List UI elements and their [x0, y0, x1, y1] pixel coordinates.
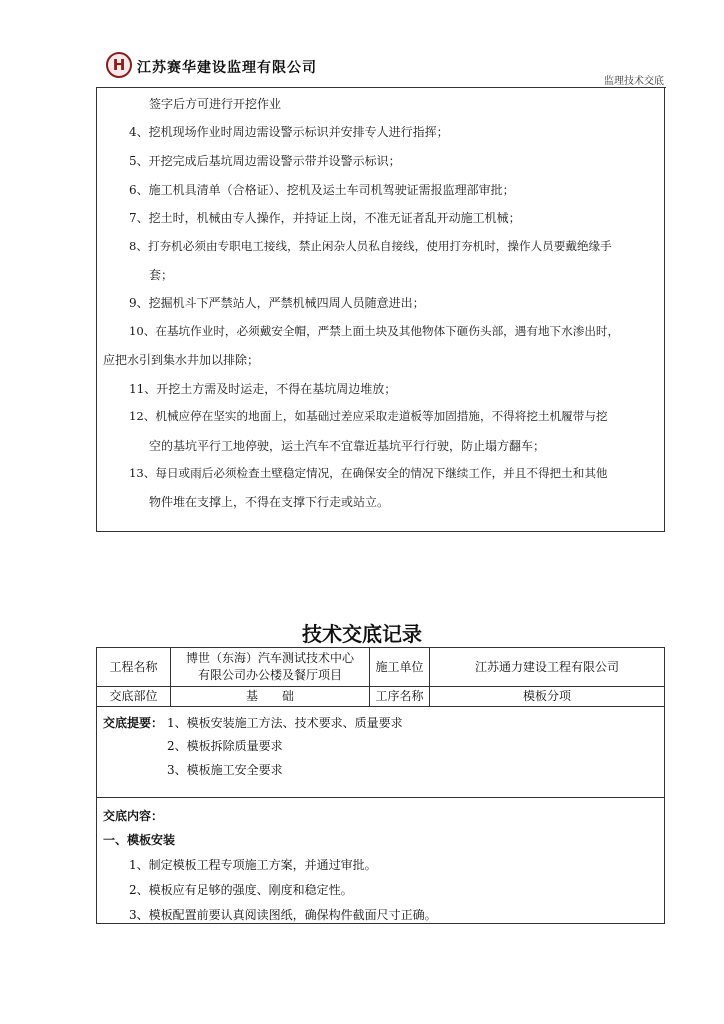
summary-item: 3、模板施工安全要求 — [167, 763, 283, 777]
page-title: 技术交底记录 — [302, 622, 422, 646]
content-item: 1、制定模板工程专项施工方案，并通过审批。 — [129, 858, 377, 872]
list-item: 签字后方可进行开挖作业 — [149, 97, 282, 111]
list-item: 9、挖掘机斗下严禁站人，严禁机械四周人员随意进出； — [129, 296, 425, 310]
list-item: 13、每日或雨后必须检查土壁稳定情况，在确保安全的情况下继续工作，并且不得把土和其他 — [129, 466, 608, 480]
summary-item: 2、模板拆除质量要求 — [167, 739, 283, 753]
list-item: 7、挖土时，机械由专人操作，并持证上岗，不准无证者乱开动施工机械； — [129, 211, 521, 225]
upper-content-box — [96, 87, 665, 532]
company-name: 江苏赛华建设监理有限公司 — [137, 60, 317, 76]
list-item: 套； — [149, 268, 174, 282]
project-name-line2: 有限公司办公楼及餐厅项目 — [197, 668, 342, 682]
content-item: 3、模板配置前要认真阅读图纸，确保构件截面尺寸正确。 — [129, 908, 437, 922]
summary-item: 1、模板安装施工方法、技术要求、质量要求 — [167, 716, 403, 730]
record-table — [96, 647, 665, 924]
list-item: 5、开挖完成后基坑周边需设警示带并设警示标识； — [129, 154, 401, 168]
list-item: 物件堆在支撑上，不得在支撑下行走或站立。 — [149, 495, 390, 509]
section-title: 一、模板安装 — [103, 833, 176, 847]
contractor-label: 施工单位 — [370, 648, 430, 687]
list-item: 6、施工机具清单（合格证）、挖机及运土车司机驾驶证需报监理部审批； — [129, 183, 515, 197]
project-name-value — [171, 648, 370, 687]
list-item: 11、开挖土方需及时运走，不得在基坑周边堆放； — [129, 382, 397, 396]
content-item: 2、模板应有足够的强度、刚度和稳定性。 — [129, 883, 353, 897]
process-value: 模板分项 — [430, 687, 664, 707]
list-item: 应把水引到集水井加以排除； — [103, 353, 260, 367]
summary-label: 交底提要： — [103, 716, 164, 730]
project-name-line1: 博世（东海）汽车测试技术中心 — [185, 651, 354, 665]
content-label: 交底内容： — [103, 809, 164, 823]
company-logo-icon: H — [106, 52, 132, 78]
list-item: 8、打夯机必须由专职电工接线，禁止闲杂人员私自接线，使用打夯机时，操作人员要戴绝缘手 — [129, 239, 612, 253]
part-label: 交底部位 — [97, 687, 171, 707]
summary-divider — [97, 797, 664, 798]
project-name-label: 工程名称 — [97, 648, 171, 687]
process-label: 工序名称 — [370, 687, 430, 707]
contractor-value: 江苏通力建设工程有限公司 — [430, 648, 664, 687]
list-item: 12、机械应停在坚实的地面上，如基础过差应采取走道板等加固措施，不得将挖土机履带与挖 — [129, 409, 608, 423]
list-item: 4、挖机现场作业时周边需设警示标识并安排专人进行指挥； — [129, 125, 449, 139]
doc-label: 监理技术交底 — [604, 76, 664, 87]
list-item: 10、在基坑作业时，必须戴安全帽，严禁上面土块及其他物体下砸伤头部，遇有地下水渗出时， — [129, 324, 620, 338]
list-item: 空的基坑平行工地停驶，运土汽车不宜靠近基坑平行行驶，防止塌方翻车； — [149, 439, 546, 453]
part-value: 基 础 — [171, 687, 370, 707]
